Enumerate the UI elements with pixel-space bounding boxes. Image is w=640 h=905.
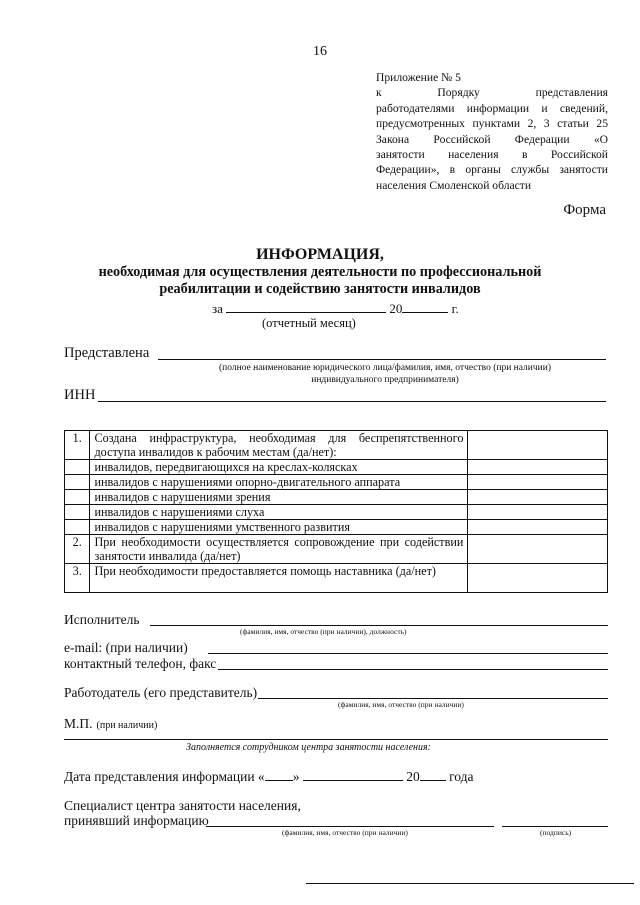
specialist-name-hint: (фамилия, имя, отчество (при наличии) [282,828,408,837]
bottom-line [306,883,634,884]
date-year-suffix: года [449,769,474,784]
row-text: При необходимости осуществляется сопровождение при содействии занятости инвалида (да/нет) [90,535,468,564]
answer-cell[interactable] [468,505,608,520]
employer-label: Работодатель (его представитель) [64,685,258,700]
submitted-hint-line: индивидуального предпринимателя) [311,375,459,385]
answer-cell[interactable] [468,490,608,505]
email-label: e-mail: (при наличии) [64,640,188,655]
table-row [65,520,608,535]
row-number: 1. [65,431,90,460]
document-subtitle: необходимая для осуществления деятельности по профессиональной [98,264,542,280]
stamp-suffix: (при наличии) [96,720,158,731]
answer-cell[interactable] [468,460,608,475]
table-row [65,475,608,490]
page-number: 16 [313,44,327,59]
email-field[interactable] [208,653,608,654]
appendix-header [376,70,608,193]
period-year-suffix: г. [451,301,459,316]
period-prefix: за [212,301,223,316]
document-subtitle: реабилитации и содействию занятости инвалидов [159,281,481,297]
executor-hint: (фамилия, имя, отчество (при наличии), должность) [240,627,407,636]
date-mid: » [292,769,300,784]
submitted-field[interactable] [158,359,606,360]
table-row [65,535,608,564]
table-row [65,564,608,593]
answer-cell[interactable] [468,564,608,593]
appendix-line: Закона Российской Федерации «О [376,132,608,146]
period-year-field[interactable] [402,300,448,313]
answer-cell[interactable] [468,520,608,535]
row-number: 3. [65,564,90,593]
table-row [65,505,608,520]
phone-label: контактный телефон, факс [64,656,217,671]
reporting-period [212,300,459,317]
row-text: Создана инфраструктура, необходимая для беспрепятственного доступа инвалидов к рабочим местам (да/нет): [90,431,468,460]
row-number [65,460,90,475]
appendix-line: населения Смоленской области [376,178,532,192]
specialist-name-field[interactable] [206,826,494,827]
table-row [65,460,608,475]
specialist-sign-field[interactable] [502,826,608,827]
appendix-line: Приложение № 5 [376,71,461,84]
appendix-line: Федерации», в органы службы занятости [376,163,608,177]
table-row [65,490,608,505]
date-year-prefix: 20 [406,769,420,784]
answer-cell[interactable] [468,475,608,490]
executor-label: Исполнитель [64,612,140,627]
row-number [65,490,90,505]
employer-field[interactable] [258,698,608,699]
inn-field[interactable] [98,401,606,402]
stamp-label: М.П. [64,716,93,731]
row-text: инвалидов, передвигающихся на креслах-колясках [90,460,468,475]
row-text: инвалидов с нарушениями опорно-двигательного аппарата [90,475,468,490]
appendix-line: занятости населения в Российской [376,148,608,162]
period-year-prefix: 20 [389,301,403,316]
row-text: инвалидов с нарушениями зрения [90,490,468,505]
row-number [65,475,90,490]
appendix-line: к Порядку представления [376,86,608,100]
date-month-field[interactable] [303,768,403,781]
submitted-hint-line: (полное наименование юридического лица/фамилия, имя, отчество (при наличии) [219,363,551,373]
row-text: инвалидов с нарушениями слуха [90,505,468,520]
appendix-line: работодателями информации и сведений, [376,101,608,115]
period-month-field[interactable] [226,300,386,313]
row-number: 2. [65,535,90,564]
date-year-field[interactable] [420,768,446,781]
phone-field[interactable] [218,669,608,670]
document-title: ИНФОРМАЦИЯ, [256,246,384,263]
inn-label: ИНН [64,387,96,403]
row-number [65,520,90,535]
accessibility-table [64,430,608,593]
executor-field[interactable] [150,625,608,626]
specialist-sign-hint: (подпись) [540,828,572,837]
employer-hint: (фамилия, имя, отчество (при наличии) [338,700,464,709]
center-note: Заполняется сотрудником центра занятости населения: [186,742,431,753]
submitted-hint [190,362,580,386]
appendix-line: предусмотренных пунктами 2, 3 статьи 25 [376,117,608,131]
date-submitted [64,768,474,785]
table-row [65,431,608,460]
stamp [64,715,157,733]
date-label: Дата представления информации « [64,769,265,784]
period-hint: (отчетный месяц) [262,316,356,330]
specialist-label-2: принявший информацию [64,813,209,828]
answer-cell[interactable] [468,431,608,460]
specialist-label-1: Специалист центра занятости населения, [64,798,301,813]
submitted-label: Представлена [64,345,150,361]
separator-line [64,739,608,740]
row-number [65,505,90,520]
row-text: При необходимости предоставляется помощь наставника (да/нет) [90,564,468,593]
answer-cell[interactable] [468,535,608,564]
form-label: Форма [563,202,606,218]
row-text: инвалидов с нарушениями умственного развития [90,520,468,535]
date-day-field[interactable] [265,768,293,781]
